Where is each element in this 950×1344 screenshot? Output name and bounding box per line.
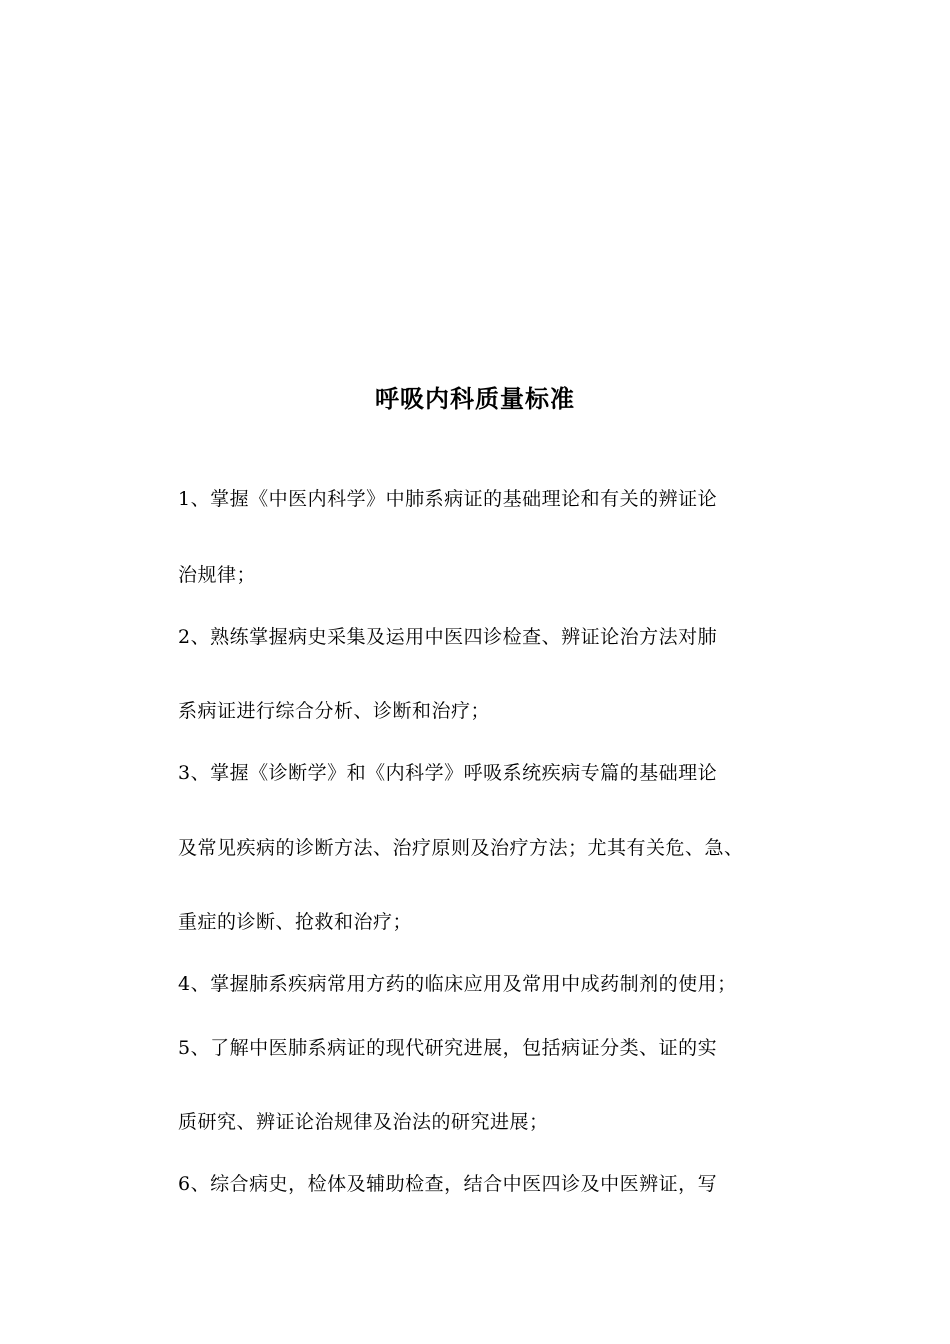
text-line: 3、掌握《诊断学》和《内科学》呼吸系统疾病专篇的基础理论 — [178, 762, 718, 784]
text-line: 5、了解中医肺系病证的现代研究进展，包括病证分类、证的实 — [178, 1037, 718, 1059]
text-line: 质研究、辨证论治规律及治法的研究进展； — [178, 1111, 549, 1133]
text-line: 治规律； — [178, 564, 257, 586]
text-line: 1、掌握《中医内科学》中肺系病证的基础理论和有关的辨证论 — [178, 488, 718, 510]
text-line: 2、熟练掌握病史采集及运用中医四诊检查、辨证论治方法对肺 — [178, 626, 718, 648]
text-line: 及常见疾病的诊断方法、治疗原则及治疗方法；尤其有关危、急、 — [178, 837, 744, 859]
document-title: 呼吸内科质量标准 — [375, 385, 575, 413]
text-line: 系病证进行综合分析、诊断和治疗； — [178, 700, 491, 722]
text-line: 4、掌握肺系疾病常用方药的临床应用及常用中成药制剂的使用； — [178, 973, 737, 995]
text-line: 重症的诊断、抢救和治疗； — [178, 911, 413, 933]
text-line: 6、综合病史，检体及辅助检查，结合中医四诊及中医辨证，写 — [178, 1173, 718, 1195]
